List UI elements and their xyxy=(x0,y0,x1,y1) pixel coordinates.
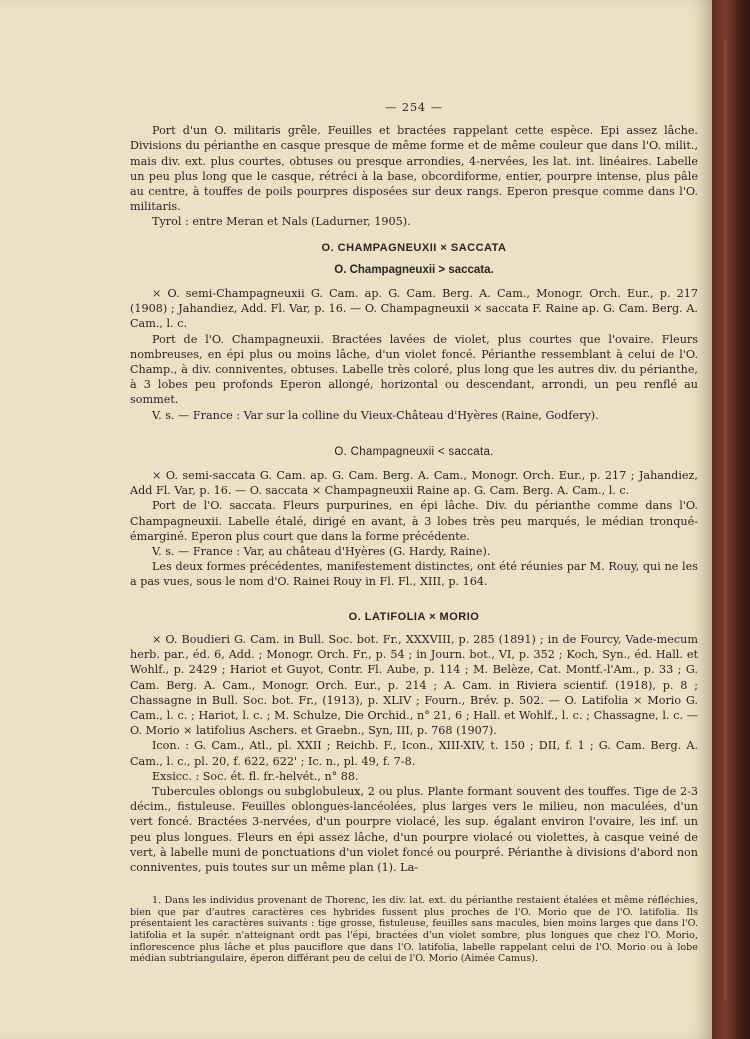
paragraph: Icon. : G. Cam., Atl., pl. XXII ; Reichb. F., Icon., XIII-XIV, t. 150 ; DII, f. 1 ; G. Cam. Berg. A. Cam., l. c., pl. 20, f. 622, 622' ; Ic. n., pl. 49, f. 7-8. xyxy=(130,739,698,768)
paragraph: × O. semi-saccata G. Cam. ap. G. Cam. Berg. A. Cam., Monogr. Orch. Eur., p. 217 ; Jahandiez, Add Fl. Var, p. 16. — O. saccata × Champagneuxii Raine ap. G. Cam. Berg. A. Cam., l. c. xyxy=(130,469,698,498)
subsection-heading: O. Champagneuxii < saccata. xyxy=(334,445,494,458)
paragraph: Les deux formes précédentes, manifestement distinctes, ont été réunies par M. Rouy, qui ne les a pas vues, sous le nom d'O. Rainei Rouy in Fl. Fl., XIII, p. 164. xyxy=(130,560,698,589)
paragraph: Exsicc. : Soc. ét. fl. fr.-helvét., n° 88. xyxy=(152,769,359,783)
footnote: 1. Dans les individus provenant de Thorenc, les div. lat. ext. du périanthe restaient étalées et même réfléchies, bien que par d'autres caractères ces hybrides fussent plus proches de l'O. Morio que de l'O. latifolia. Ils présentaient les caractères suivants : tige grosse, fistuleuse, feuilles sans macules, bien moins larges que dans l'O. latifolia et la supér. n'atteignant ordt pas l'épi, bractées d'un violet sombre, plus longues que chez l'O. Morio, inflorescence plus lâche et plus pauciflore que dans l'O. latifolia, labelle rappelant celui de l'O. Morio ou à lobe médian subtriangulaire, éperon différant peu de celui de l'O. Morio (Aimée Camus). xyxy=(130,895,698,965)
paragraph: Port de l'O. saccata. Fleurs purpurines, en épi lâche. Div. du périanthe comme dans l'O. Champagneuxii. Labelle étalé, dirigé en avant, à 3 lobes très peu marqués, le médian tronqué-émarginé. Eperon plus court que dans la forme précédente. xyxy=(130,499,698,543)
paragraph: Port d'un O. militaris grêle. Feuilles et bractées rappelant cette espèce. Epi assez lâche. Divisions du périanthe en casque presque de même forme et de même couleur que dans l'O. milit., mais div. ext. plus courtes, obtuses ou presque arrondies, 4-nervées, les lat. int. linéaires. Labelle un peu plus long que le casque, rétréci à la base, obcordiforme, entier, pourpre intense, plus pâle au centre, à touffes de poils pourpres disposées sur deux rangs. Eperon presque comme dans l'O. militaris. xyxy=(130,124,698,214)
page-number: — 254 — xyxy=(385,101,443,114)
paragraph: V. s. — France : Var, au château d'Hyères (G. Hardy, Raine). xyxy=(152,545,491,559)
book-spine xyxy=(712,0,750,1039)
paragraph: V. s. — France : Var sur la colline du Vieux-Château d'Hyères (Raine, Godfery). xyxy=(152,408,599,422)
paragraph: Tubercules oblongs ou subglobuleux, 2 ou plus. Plante formant souvent des touffes. Tige de 2-3 décim., fistuleuse. Feuilles oblongues-lancéolées, plus larges vers le milieu, non maculées, d'un vert foncé. Bractées 3-nervées, d'un pourpre violacé, les sup. égalant environ l'ovaire, les inf. un peu plus longues. Fleurs en épi assez lâche, d'un pourpre violacé ou violettes, à casque veiné de vert, à labelle muni de ponctuations d'un violet foncé ou pourpré. Périanthe à divisions d'abord non conniventes, puis toutes sur un même plan (1). La- xyxy=(130,784,698,874)
section-heading: O. LATIFOLIA × MORIO xyxy=(348,610,480,623)
paragraph: × O. Boudieri G. Cam. in Bull. Soc. bot. Fr., XXXVIII, p. 285 (1891) ; in de Fourcy, Vade-mecum herb. par., éd. 6, Add. ; Monogr. Orch. Fr., p. 54 ; in Journ. bot., VI, p. 352 ; Koch, Syn., éd. Hall. et Wohlf., p. 2429 ; Hariot et Guyot, Contr. Fl. Aube, p. 114 ; M. Belèze, Cat. Montf.-l'Am., p. 33 ; G. Cam. Berg. A. Cam., Monogr. Orch. Eur., p. 214 ; A. Cam. in Riviera scientif. (1918), p. 8 ; Chassagne in Bull. Soc. bot. Fr., (1913), p. XLIV ; Fourn., Brév. p. 502. — O. Latifolia × Morio G. Cam., l. c. ; Hariot, l. c. ; M. Schulze, Die Orchid., n° 21, 6 ; Hall. et Wohlf., l. c. ; Chassagne, l. c. — O. Morio × latifolius Aschers. et Graebn., Syn, III, p. 768 (1907). xyxy=(130,632,698,738)
page-content xyxy=(130,100,698,965)
paragraph: Port de l'O. Champagneuxii. Bractées lavées de violet, plus courtes que l'ovaire. Fleurs nombreuses, en épi plus ou moins lâche, d'un violet foncé. Périanthe ressemblant à celui de l'O. Champ., à div. conniventes, obtuses. Labelle très coloré, plus long que les autres div. du périanthe, à 3 lobes peu profonds Eperon allongé, horizontal ou descendant, arrondi, un peu renflé au sommet. xyxy=(130,332,698,407)
paragraph: × O. semi-Champagneuxii G. Cam. ap. G. Cam. Berg. A. Cam., Monogr. Orch. Eur., p. 217 (1908) ; Jahandiez, Add. Fl. Var, p. 16. — O. Champagneuxii × saccata F. Raine ap. G. Cam. Berg. A. Cam., l. c. xyxy=(130,287,698,331)
paragraph: Tyrol : entre Meran et Nals (Ladurner, 1905). xyxy=(152,215,411,229)
subsection-heading: O. Champagneuxii > saccata. xyxy=(334,263,494,276)
section-heading: O. CHAMPAGNEUXII × SACCATA xyxy=(321,241,507,254)
